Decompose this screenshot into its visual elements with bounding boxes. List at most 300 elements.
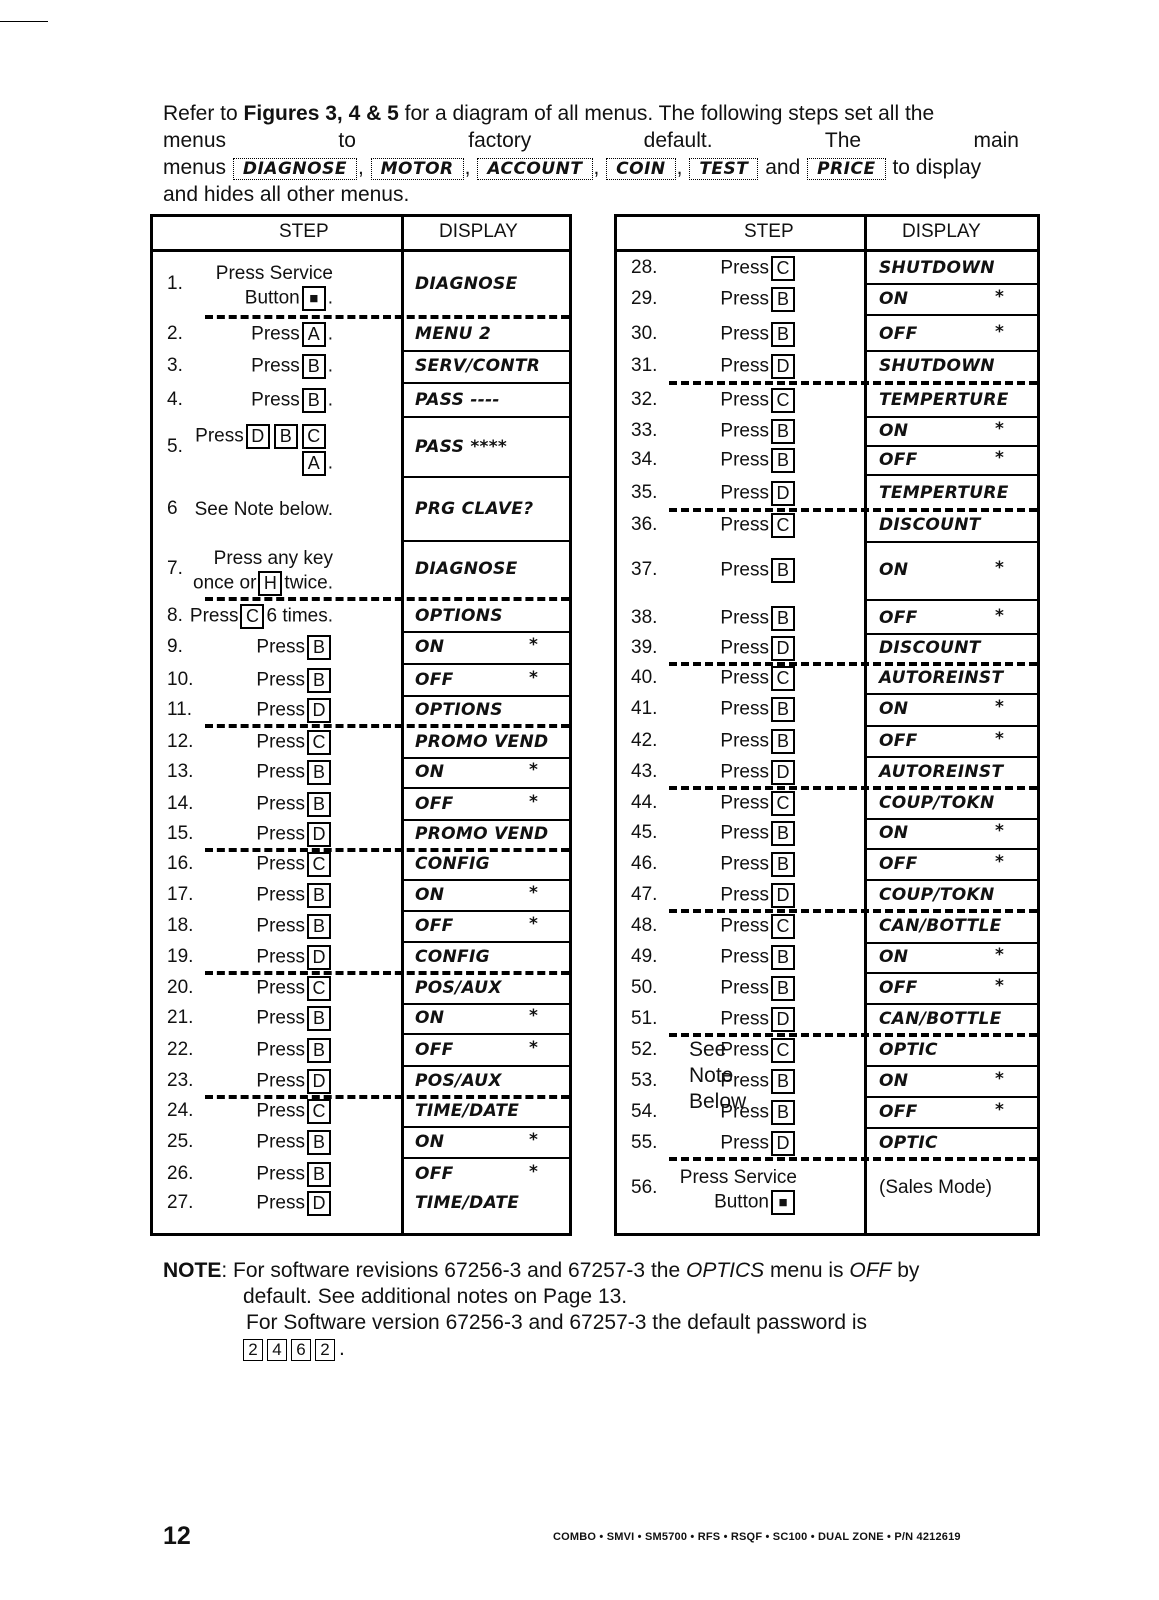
step-instruction — [720, 287, 797, 312]
step-number: 10. — [167, 669, 194, 690]
default-marker: * — [529, 1162, 538, 1182]
step-number: 4. — [167, 389, 183, 410]
step-instruction — [720, 419, 797, 444]
step-instruction — [720, 558, 797, 583]
step-text: Press — [720, 915, 769, 937]
display-column-header: DISPLAY — [902, 221, 981, 242]
step-number: 35. — [631, 482, 658, 503]
step-instruction — [720, 354, 797, 379]
step-number: 40. — [631, 667, 658, 688]
table-row — [617, 510, 1037, 542]
step-instruction — [195, 424, 333, 476]
key-button-icon: B — [771, 945, 795, 970]
display-value: ON — [879, 947, 909, 967]
intro-text: menus — [163, 156, 227, 179]
step-number: 24. — [167, 1100, 194, 1121]
table-row — [617, 417, 1037, 446]
key-button-icon: C — [307, 852, 331, 877]
table-row — [153, 602, 569, 632]
side-note-word: Note — [689, 1064, 734, 1087]
step-number: 37. — [631, 559, 658, 580]
intro-text: to display — [892, 156, 982, 179]
side-note-word: See — [689, 1038, 727, 1061]
display-value: ON — [879, 823, 909, 843]
key-button-icon: ■ — [771, 1190, 795, 1215]
step-number: 20. — [167, 977, 194, 998]
step-instruction — [720, 821, 797, 846]
corner-rule — [0, 21, 48, 22]
key-button-icon: B — [274, 424, 298, 449]
step-text — [195, 424, 333, 449]
step-instruction — [720, 1007, 797, 1032]
step-instruction — [256, 976, 333, 1001]
step-instruction — [720, 322, 797, 347]
table-row — [617, 253, 1037, 284]
table-row — [617, 757, 1037, 788]
step-column-header: STEP — [279, 221, 329, 242]
table-row — [617, 351, 1037, 383]
table-row — [617, 664, 1037, 694]
step-text: Press — [720, 288, 769, 310]
key-button-icon: B — [307, 668, 331, 693]
step-instruction — [256, 822, 333, 847]
display-value: SHUTDOWN — [879, 258, 995, 278]
figures-reference: Figures 3, 4 & 5 — [243, 102, 399, 125]
step-number: 18. — [167, 915, 194, 936]
key-button-icon: D — [307, 945, 331, 970]
note-line-1 — [163, 1258, 919, 1284]
display-value: OFF — [879, 450, 918, 470]
step-number: 44. — [631, 792, 658, 813]
table-row — [153, 1035, 569, 1066]
step-instruction — [720, 852, 797, 877]
key-button-icon: B — [771, 976, 795, 1001]
step-text: Press — [720, 355, 769, 377]
step-text: Press — [251, 355, 300, 377]
step-text: Press — [720, 946, 769, 968]
table-row — [617, 943, 1037, 973]
display-value: CAN/BOTTLE — [879, 916, 1002, 936]
default-marker: * — [995, 448, 1004, 468]
display-value: SHUTDOWN — [879, 356, 995, 376]
table-header — [153, 217, 569, 252]
table-row — [153, 1096, 569, 1127]
password-key: 2 — [243, 1339, 263, 1361]
step-instruction — [256, 760, 333, 785]
display-value: TEMPERTURE — [879, 483, 1009, 503]
display-value: ON — [879, 1071, 909, 1091]
step-text: 6 times. — [266, 605, 333, 627]
key-button-icon: B — [307, 1130, 331, 1155]
default-marker: * — [529, 883, 538, 903]
step-text: Press — [720, 514, 769, 536]
step-instruction — [251, 322, 333, 347]
step-text: Press — [256, 793, 305, 815]
key-button-icon: D — [771, 481, 795, 506]
step-number: 32. — [631, 389, 658, 410]
row-separator — [401, 382, 569, 384]
step-text: Press Service — [215, 263, 333, 284]
display-value: OFF — [879, 608, 918, 628]
display-value: DIAGNOSE — [415, 274, 518, 294]
step-text: Press — [720, 667, 769, 689]
step-instruction — [256, 1191, 333, 1216]
steps-table-left — [150, 214, 572, 1236]
default-marker: * — [995, 852, 1004, 872]
step-instruction — [256, 914, 333, 939]
default-marker: * — [529, 760, 538, 780]
step-number: 29. — [631, 288, 658, 309]
table-row — [617, 880, 1037, 911]
step-number: 8. — [167, 605, 183, 626]
default-marker: * — [995, 322, 1004, 342]
step-text — [216, 286, 333, 311]
table-row — [153, 253, 569, 317]
step-text: . — [327, 452, 333, 474]
default-marker: * — [529, 914, 538, 934]
intro-text: and — [765, 156, 801, 179]
table-row — [617, 849, 1037, 880]
step-instruction — [720, 636, 797, 661]
key-button-icon: B — [771, 697, 795, 722]
step-text: Press — [256, 669, 305, 691]
key-button-icon: B — [307, 792, 331, 817]
step-number: 50. — [631, 977, 658, 998]
table-row — [617, 385, 1037, 417]
step-text: twice. — [284, 572, 333, 594]
table-row — [617, 726, 1037, 757]
step-number: 55. — [631, 1132, 658, 1153]
step-instruction — [720, 883, 797, 908]
step-text: Press — [256, 761, 305, 783]
default-marker: * — [529, 792, 538, 812]
display-value: ON — [879, 699, 909, 719]
key-button-icon: B — [771, 419, 795, 444]
step-number: 17. — [167, 884, 194, 905]
key-button-icon: C — [771, 791, 795, 816]
intro-word: default. — [643, 129, 713, 152]
table-row — [617, 788, 1037, 819]
step-instruction — [720, 448, 797, 473]
side-note-word: Below — [689, 1090, 747, 1113]
step-instruction — [256, 1069, 333, 1094]
step-text: Press — [256, 1163, 305, 1185]
step-text — [680, 1190, 797, 1215]
step-text: . — [327, 323, 333, 345]
step-number: 33. — [631, 420, 658, 441]
display-value: TIME/DATE — [415, 1193, 520, 1213]
display-value: OPTIC — [879, 1133, 938, 1153]
key-button-icon: D — [771, 883, 795, 908]
default-marker: * — [995, 606, 1004, 626]
intro-word: The — [824, 129, 862, 152]
display-value: (Sales Mode) — [879, 1177, 992, 1198]
step-text: Press — [720, 884, 769, 906]
step-instruction — [256, 883, 333, 908]
step-number: 42. — [631, 730, 658, 751]
default-marker: * — [995, 821, 1004, 841]
step-number: 46. — [631, 853, 658, 874]
step-instruction — [256, 1038, 333, 1063]
table-row — [153, 319, 569, 351]
step-number: 22. — [167, 1039, 194, 1060]
default-marker: * — [995, 1069, 1004, 1089]
key-button-icon: B — [307, 883, 331, 908]
step-text: Press — [720, 698, 769, 720]
table-row — [153, 880, 569, 911]
step-number: 53. — [631, 1070, 658, 1091]
step-text: Press — [720, 853, 769, 875]
table-row — [153, 727, 569, 758]
display-value: PASS ---- — [415, 390, 500, 410]
password-keys — [163, 1336, 919, 1362]
step-text: Press — [720, 761, 769, 783]
display-value: OFF — [415, 794, 454, 814]
menu-name-box: ACCOUNT — [477, 158, 592, 180]
step-text: Press — [256, 1007, 305, 1029]
note-text: by — [897, 1259, 920, 1282]
step-instruction — [256, 668, 333, 693]
step-instruction — [256, 730, 333, 755]
default-marker: * — [529, 635, 538, 655]
step-instruction — [720, 513, 797, 538]
key-button-icon: B — [771, 322, 795, 347]
password-key: 4 — [267, 1339, 287, 1361]
note-text: menu is — [770, 1259, 844, 1282]
key-button-icon: A — [302, 322, 326, 347]
table-row — [153, 541, 569, 599]
step-text: Press — [720, 1132, 769, 1154]
step-number: 13. — [167, 761, 194, 782]
default-marker: * — [995, 729, 1004, 749]
table-row — [617, 694, 1037, 726]
step-text: Press — [720, 1101, 769, 1123]
display-value: ON — [415, 762, 445, 782]
step-text: . — [327, 389, 333, 411]
key-button-icon: B — [771, 287, 795, 312]
step-instruction — [193, 547, 333, 596]
display-value: ON — [879, 421, 909, 441]
display-value: DISCOUNT — [879, 638, 981, 658]
step-text — [193, 571, 333, 596]
intro-word: menus — [163, 129, 227, 152]
display-value: ON — [415, 637, 445, 657]
key-button-icon: D — [307, 1191, 331, 1216]
display-value: ON — [415, 1008, 445, 1028]
key-button-icon: C — [771, 388, 795, 413]
note-emphasis: OPTICS — [685, 1259, 765, 1282]
display-value: MENU 2 — [415, 324, 492, 344]
step-text: once or — [193, 572, 257, 594]
note-label: NOTE — [163, 1259, 222, 1282]
password-key: 6 — [291, 1339, 311, 1361]
step-number: 27. — [167, 1192, 194, 1213]
key-button-icon: B — [307, 1038, 331, 1063]
default-marker: * — [995, 976, 1004, 996]
default-marker: * — [529, 668, 538, 688]
intro-text: Refer to — [163, 102, 244, 125]
step-number: 16. — [167, 853, 194, 874]
step-number: 23. — [167, 1070, 194, 1091]
step-number: 12. — [167, 731, 194, 752]
menu-name-box: DIAGNOSE — [233, 158, 357, 180]
step-instruction — [680, 1166, 797, 1215]
display-value: OFF — [415, 916, 454, 936]
key-button-icon: B — [771, 1069, 795, 1094]
step-instruction — [720, 666, 797, 691]
table-row — [617, 819, 1037, 849]
note-period: . — [339, 1337, 345, 1360]
table-row — [617, 1066, 1037, 1097]
key-button-icon: B — [771, 606, 795, 631]
table-row — [153, 632, 569, 664]
default-marker: * — [995, 287, 1004, 307]
display-value: POS/AUX — [415, 1071, 502, 1091]
display-value: CAN/BOTTLE — [879, 1009, 1002, 1029]
default-marker: * — [529, 1130, 538, 1150]
step-number: 11. — [167, 699, 193, 720]
table-row — [617, 1004, 1037, 1035]
steps-table-right — [614, 214, 1040, 1236]
step-text: Press — [256, 977, 305, 999]
table-row — [617, 603, 1037, 634]
display-value: ON — [415, 1132, 445, 1152]
key-button-icon: ■ — [302, 286, 326, 311]
step-text: Press — [256, 731, 305, 753]
menu-name-box: COIN — [606, 158, 675, 180]
key-button-icon: B — [771, 821, 795, 846]
table-row — [617, 1035, 1037, 1066]
step-text: Press — [720, 792, 769, 814]
key-button-icon: C — [307, 976, 331, 1001]
step-instruction — [251, 388, 333, 413]
row-separator — [865, 314, 1037, 316]
step-instruction — [256, 698, 333, 723]
step-text: Press — [720, 257, 769, 279]
table-row — [153, 819, 569, 850]
key-button-icon: A — [302, 451, 326, 476]
table-row — [153, 789, 569, 820]
step-number: 48. — [631, 915, 658, 936]
display-value: OFF — [415, 1164, 454, 1184]
step-instruction — [256, 792, 333, 817]
intro-paragraph — [163, 100, 1019, 208]
row-separator — [401, 416, 569, 418]
key-button-icon: B — [302, 354, 326, 379]
table-row — [617, 911, 1037, 943]
step-text: Press — [256, 823, 305, 845]
step-number: 38. — [631, 607, 658, 628]
table-row — [153, 351, 569, 383]
table-row — [617, 542, 1037, 600]
step-text: Press — [256, 1192, 305, 1214]
step-text: Press — [720, 822, 769, 844]
note-emphasis: OFF — [849, 1259, 892, 1282]
menu-name-box: TEST — [689, 158, 758, 180]
step-instruction — [256, 1099, 333, 1124]
step-text: Press — [256, 636, 305, 658]
step-text: Press — [195, 425, 244, 447]
key-button-icon: B — [307, 635, 331, 660]
note-section — [163, 1258, 919, 1362]
step-instruction — [256, 1006, 333, 1031]
default-marker: * — [529, 1006, 538, 1026]
table-row — [617, 1161, 1037, 1217]
display-value: OFF — [879, 731, 918, 751]
key-button-icon: C — [771, 256, 795, 281]
table-row — [153, 942, 569, 973]
step-text: Press — [256, 915, 305, 937]
key-button-icon: D — [307, 822, 331, 847]
step-instruction — [720, 388, 797, 413]
intro-word: main — [973, 129, 1019, 152]
step-text: Press — [256, 946, 305, 968]
step-instruction — [256, 852, 333, 877]
table-row — [153, 757, 569, 788]
step-text: Press — [256, 699, 305, 721]
display-value: DISCOUNT — [879, 515, 981, 535]
table-row — [153, 695, 569, 726]
table-row — [153, 479, 569, 541]
display-value: OFF — [415, 670, 454, 690]
step-number: 3. — [167, 355, 183, 376]
default-marker: * — [995, 558, 1004, 578]
key-button-icon: B — [771, 448, 795, 473]
step-instruction — [720, 760, 797, 785]
step-instruction — [256, 945, 333, 970]
menu-name-box: MOTOR — [371, 158, 464, 180]
key-button-icon: D — [771, 354, 795, 379]
default-marker: * — [995, 1100, 1004, 1120]
step-text: Press any key — [213, 548, 333, 569]
row-separator — [401, 476, 569, 478]
step-text: Press — [256, 853, 305, 875]
step-number: 5. — [167, 436, 183, 457]
intro-text: for a diagram of all menus. The following steps set all the — [398, 102, 935, 125]
table-row — [617, 634, 1037, 664]
step-text: Press — [720, 482, 769, 504]
step-instruction — [251, 354, 333, 379]
table-row — [617, 319, 1037, 351]
step-instruction: See Note below. — [194, 499, 333, 520]
menu-name-box: PRICE — [807, 158, 885, 180]
table-row — [153, 911, 569, 942]
display-value: PASS **** — [415, 437, 508, 457]
step-number: 31. — [631, 355, 658, 376]
key-button-icon: C — [240, 604, 264, 629]
intro-line-2 — [163, 127, 1019, 154]
step-number: 15. — [167, 823, 194, 844]
key-button-icon: B — [771, 558, 795, 583]
step-instruction — [720, 976, 797, 1001]
step-number: 43. — [631, 761, 658, 782]
key-button-icon: D — [307, 698, 331, 723]
step-number: 21. — [167, 1007, 194, 1028]
step-text: Press — [251, 323, 300, 345]
step-number: 6 — [167, 498, 178, 519]
display-value: CONFIG — [415, 854, 490, 874]
step-text: Press Service — [679, 1167, 797, 1188]
display-value: DIAGNOSE — [415, 559, 518, 579]
step-text: Button — [714, 1191, 769, 1213]
table-row — [617, 1097, 1037, 1128]
step-text: Press — [720, 449, 769, 471]
step-text: Press — [251, 389, 300, 411]
table-row — [617, 284, 1037, 315]
step-instruction — [720, 481, 797, 506]
key-button-icon: H — [258, 571, 282, 596]
step-number: 56. — [631, 1177, 658, 1198]
